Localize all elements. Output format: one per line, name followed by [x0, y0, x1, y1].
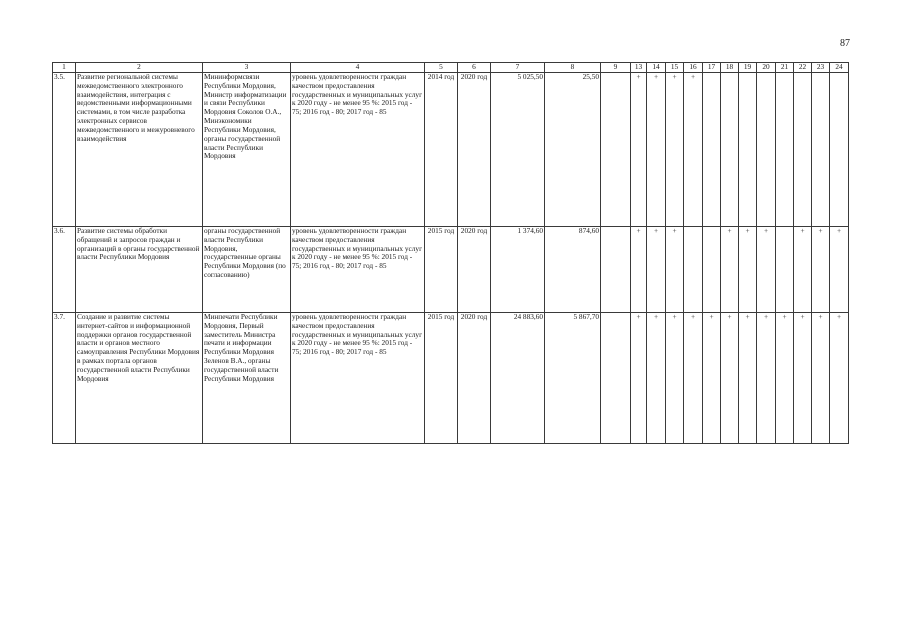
plus-mark	[830, 72, 849, 226]
plus-mark: +	[739, 312, 757, 443]
col-header: 21	[776, 63, 794, 73]
funding-amount: 5 867,70	[545, 312, 601, 443]
plus-mark: +	[757, 226, 776, 312]
plus-mark: +	[647, 72, 666, 226]
col-header: 18	[721, 63, 739, 73]
end-year: 2020 год	[458, 72, 491, 226]
col-header: 2	[76, 63, 203, 73]
end-year: 2020 год	[458, 226, 491, 312]
plus-mark: +	[631, 312, 647, 443]
plus-mark: +	[721, 226, 739, 312]
col-header: 9	[601, 63, 631, 73]
funding-amount: 874,60	[545, 226, 601, 312]
plus-mark	[703, 226, 721, 312]
measure-name: Развитие системы обработки обращений и запросов граждан и организаций в органы государственной власти Республики Мордовия	[76, 226, 203, 312]
plus-mark: +	[721, 312, 739, 443]
end-year: 2020 год	[458, 312, 491, 443]
plus-mark: +	[812, 312, 830, 443]
plus-mark: +	[739, 226, 757, 312]
table-row	[53, 72, 849, 226]
plus-mark	[739, 72, 757, 226]
col-header: 6	[458, 63, 491, 73]
plus-mark: +	[647, 312, 666, 443]
empty-cell	[601, 72, 631, 226]
plus-mark: +	[666, 226, 684, 312]
executor: Мининформсвязи Республики Мордовия, Министр информатизации и связи Республики Мордовия Соколов О.А., Минэкономики Республики Мордовия, органы государственной власти Республики Мордовия	[203, 72, 291, 226]
plus-mark: +	[684, 72, 703, 226]
col-header: 4	[291, 63, 425, 73]
col-header: 1	[53, 63, 76, 73]
measure-name: Создание и развитие системы интернет-сайтов и информационной поддержки органов государственной власти и органов местного самоуправления Республики Мордовия в рамках портала органов государственной власти Республики Мордовия	[76, 312, 203, 443]
funding-total: 5 025,50	[491, 72, 545, 226]
col-header: 24	[830, 63, 849, 73]
indicator: уровень удовлетворенности граждан качеством предоставления государственных и муниципальных услуг к 2020 году - не менее 95 %: 2015 год - 75; 2016 год - 80; 2017 год - 85	[291, 226, 425, 312]
plus-mark	[776, 226, 794, 312]
measure-name: Развитие региональной системы межведомственного электронного взаимодействия, интеграция с ведомственными информационными системами, в том числе разработка электронных сервисов межведомственного и межуровневого взаимодействия	[76, 72, 203, 226]
col-header: 8	[545, 63, 601, 73]
plus-mark: +	[703, 312, 721, 443]
plus-mark: +	[647, 226, 666, 312]
plus-mark	[721, 72, 739, 226]
col-header: 3	[203, 63, 291, 73]
program-table	[52, 62, 849, 444]
plus-mark	[703, 72, 721, 226]
plus-mark	[684, 226, 703, 312]
plus-mark	[794, 72, 812, 226]
empty-cell	[601, 312, 631, 443]
plus-mark: +	[631, 226, 647, 312]
table-row	[53, 226, 849, 312]
funding-total: 24 883,60	[491, 312, 545, 443]
row-index: 3.5.	[53, 72, 76, 226]
plus-mark: +	[830, 312, 849, 443]
col-header: 5	[425, 63, 458, 73]
plus-mark	[776, 72, 794, 226]
col-header: 20	[757, 63, 776, 73]
col-header: 14	[647, 63, 666, 73]
plus-mark: +	[776, 312, 794, 443]
plus-mark: +	[830, 226, 849, 312]
indicator: уровень удовлетворенности граждан качеством предоставления государственных и муниципальных услуг к 2020 году - не менее 95 %: 2015 год - 75; 2016 год - 80; 2017 год - 85	[291, 312, 425, 443]
plus-mark: +	[666, 312, 684, 443]
plus-mark: +	[684, 312, 703, 443]
start-year: 2015 год	[425, 312, 458, 443]
funding-amount: 25,50	[545, 72, 601, 226]
col-header: 13	[631, 63, 647, 73]
start-year: 2015 год	[425, 226, 458, 312]
start-year: 2014 год	[425, 72, 458, 226]
plus-mark: +	[666, 72, 684, 226]
col-header: 17	[703, 63, 721, 73]
plus-mark: +	[794, 226, 812, 312]
col-header: 22	[794, 63, 812, 73]
col-header: 15	[666, 63, 684, 73]
plus-mark	[812, 72, 830, 226]
executor: органы государственной власти Республики Мордовия, государственные органы Республики Мордовия (по согласованию)	[203, 226, 291, 312]
indicator: уровень удовлетворенности граждан качеством предоставления государственных и муниципальных услуг к 2020 году - не менее 95 %: 2015 год - 75; 2016 год - 80; 2017 год - 85	[291, 72, 425, 226]
table-row	[53, 312, 849, 443]
plus-mark	[757, 72, 776, 226]
executor: Минпечати Республики Мордовия, Первый заместитель Министра печати и информации Республики Мордовия Зеленов В.А., органы государственной власти Республики Мордовия	[203, 312, 291, 443]
header-row	[53, 63, 849, 73]
row-index: 3.7.	[53, 312, 76, 443]
plus-mark: +	[794, 312, 812, 443]
col-header: 23	[812, 63, 830, 73]
page-number: 87	[840, 38, 850, 49]
plus-mark: +	[757, 312, 776, 443]
col-header: 16	[684, 63, 703, 73]
funding-total: 1 374,60	[491, 226, 545, 312]
row-index: 3.6.	[53, 226, 76, 312]
empty-cell	[601, 226, 631, 312]
plus-mark: +	[812, 226, 830, 312]
col-header: 7	[491, 63, 545, 73]
col-header: 19	[739, 63, 757, 73]
plus-mark: +	[631, 72, 647, 226]
